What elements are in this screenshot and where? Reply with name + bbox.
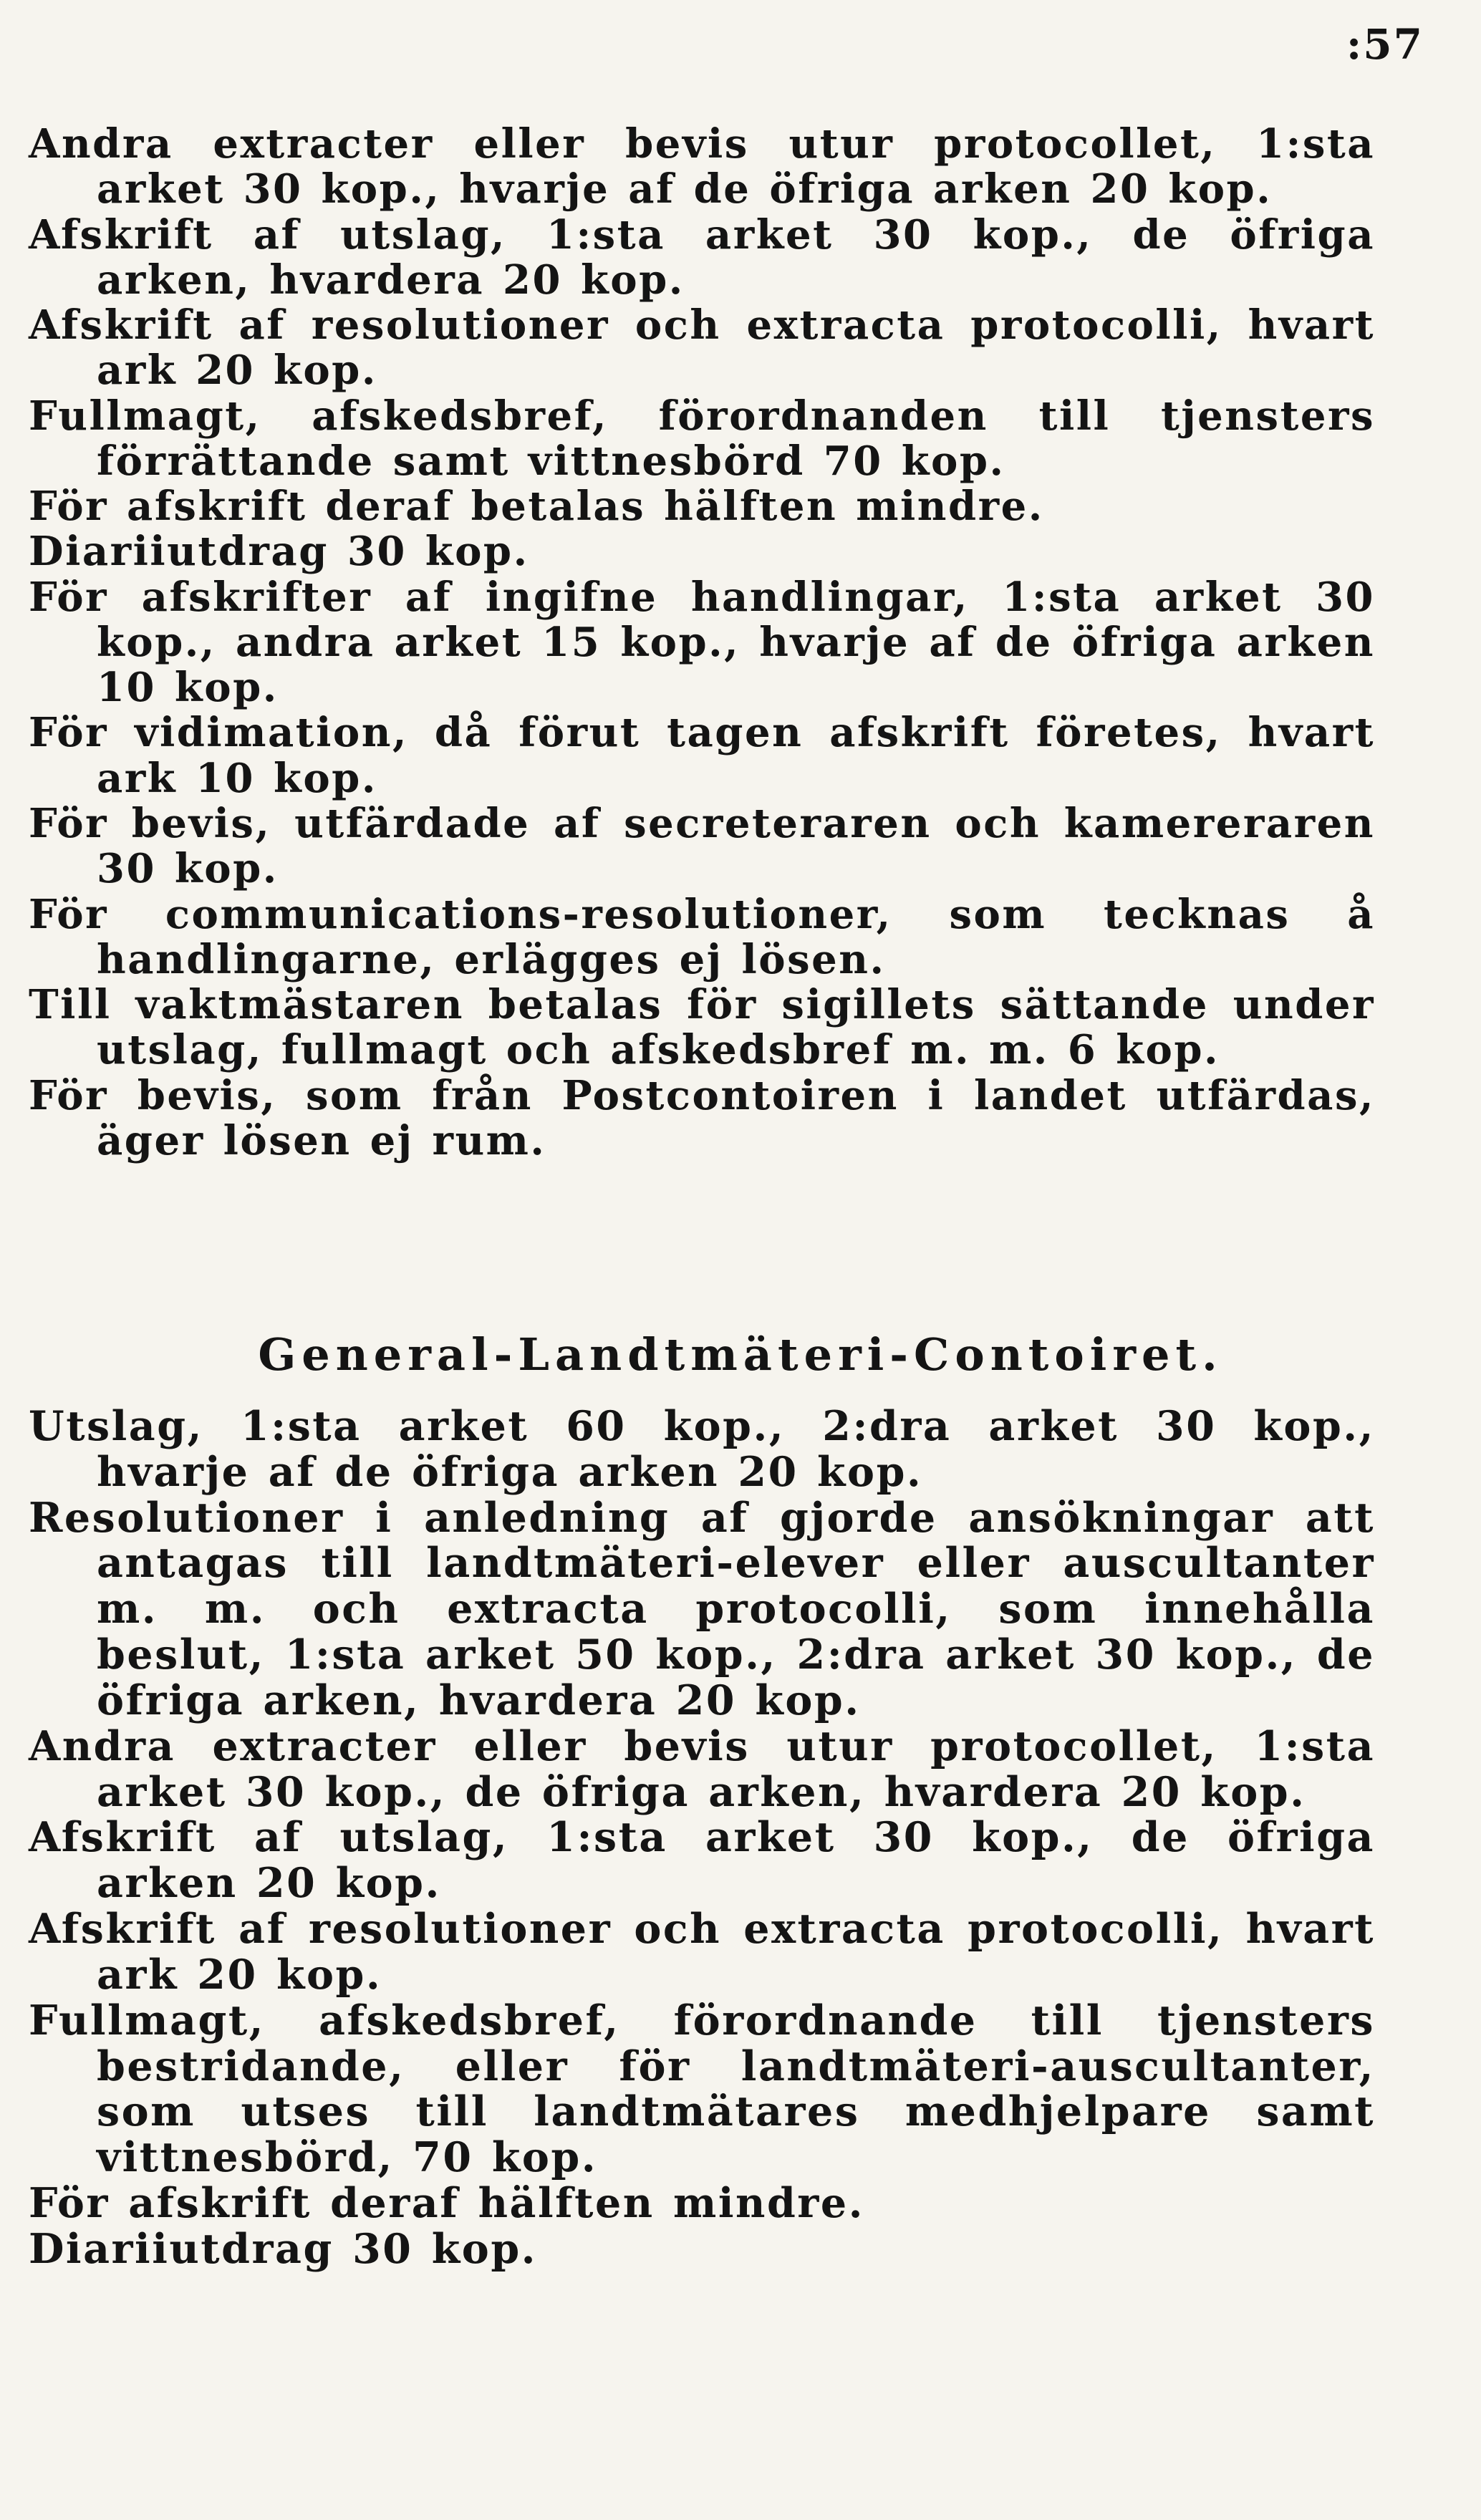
fee-entry: För bevis, som från Postcontoiren i landet utfärdas, äger lösen ej rum. — [29, 1071, 1375, 1164]
fee-entry: För communications-resolutioner, som tecknas å handlingarne, erlägges ej lösen. — [29, 890, 1375, 983]
fee-list-upper — [29, 122, 1375, 1164]
fee-entry: Afskrift af utslag, 1:sta arket 30 kop., de öfriga arken 20 kop. — [29, 1813, 1375, 1908]
fee-entry: Utslag, 1:sta arket 60 kop., 2:dra arket 30 kop., hvarje af de öfriga arken 20 kop. — [29, 1402, 1375, 1496]
fee-entry: Fullmagt, afskedsbref, förordnanden till tjensters förrättande samt vittnesbörd 70 kop. — [29, 392, 1375, 485]
fee-list-lower — [29, 1404, 1375, 2272]
section-heading: General-Landtmäteri-Contoiret. — [258, 1328, 1223, 1381]
fee-entry: Till vaktmästaren betalas för sigillets sättande under utslag, fullmagt och afskedsbref m. m. 6 kop. — [29, 981, 1375, 1074]
fee-entry: Afskrift af resolutioner och extracta protocolli, hvart ark 20 kop. — [29, 1905, 1375, 1999]
fee-entry: Diariiutdrag 30 kop. — [29, 2224, 538, 2273]
fee-entry: Afskrift af utslag, 1:sta arket 30 kop., de öfriga arken, hvardera 20 kop. — [29, 211, 1375, 304]
page-number: :57 — [1346, 20, 1424, 69]
fee-entry: Diariiutdrag 30 kop. — [29, 528, 529, 576]
fee-entry: För afskrift deraf hälften mindre. — [29, 2179, 864, 2228]
fee-entry: För afskrifter af ingifne handlingar, 1:sta arket 30 kop., andra arket 15 kop., hvarje af de öfriga arken 10 kop. — [29, 573, 1375, 712]
fee-entry: Andra extracter eller bevis utur protocollet, 1:sta arket 30 kop., hvarje af de öfriga arken 20 kop. — [29, 120, 1375, 213]
fee-entry: För afskrift deraf betalas hälften mindre. — [29, 483, 1044, 531]
fee-entry: Fullmagt, afskedsbref, förordnande till tjensters bestridande, eller för landtmäteri-auscultanter, som utses till landtmätares medhjelpare samt vittnesbörd, 70 kop. — [29, 1996, 1375, 2182]
fee-entry: Resolutioner i anledning af gjorde ansökningar att antagas till landtmäteri-elever eller auscultanter m. m. och extracta protocolli, som innehålla beslut, 1:sta arket 50 kop., 2:dra arket 30 kop., de öfriga arken, hvardera 20 kop. — [29, 1493, 1375, 1724]
fee-entry: Andra extracter eller bevis utur protocollet, 1:sta arket 30 kop., de öfriga arken, hvardera 20 kop. — [29, 1722, 1375, 1816]
fee-entry: För bevis, utfärdade af secreteraren och kamereraren 30 kop. — [29, 799, 1375, 893]
fee-entry: För vidimation, då förut tagen afskrift företes, hvart ark 10 kop. — [29, 709, 1375, 802]
fee-entry: Afskrift af resolutioner och extracta protocolli, hvart ark 20 kop. — [29, 301, 1375, 395]
